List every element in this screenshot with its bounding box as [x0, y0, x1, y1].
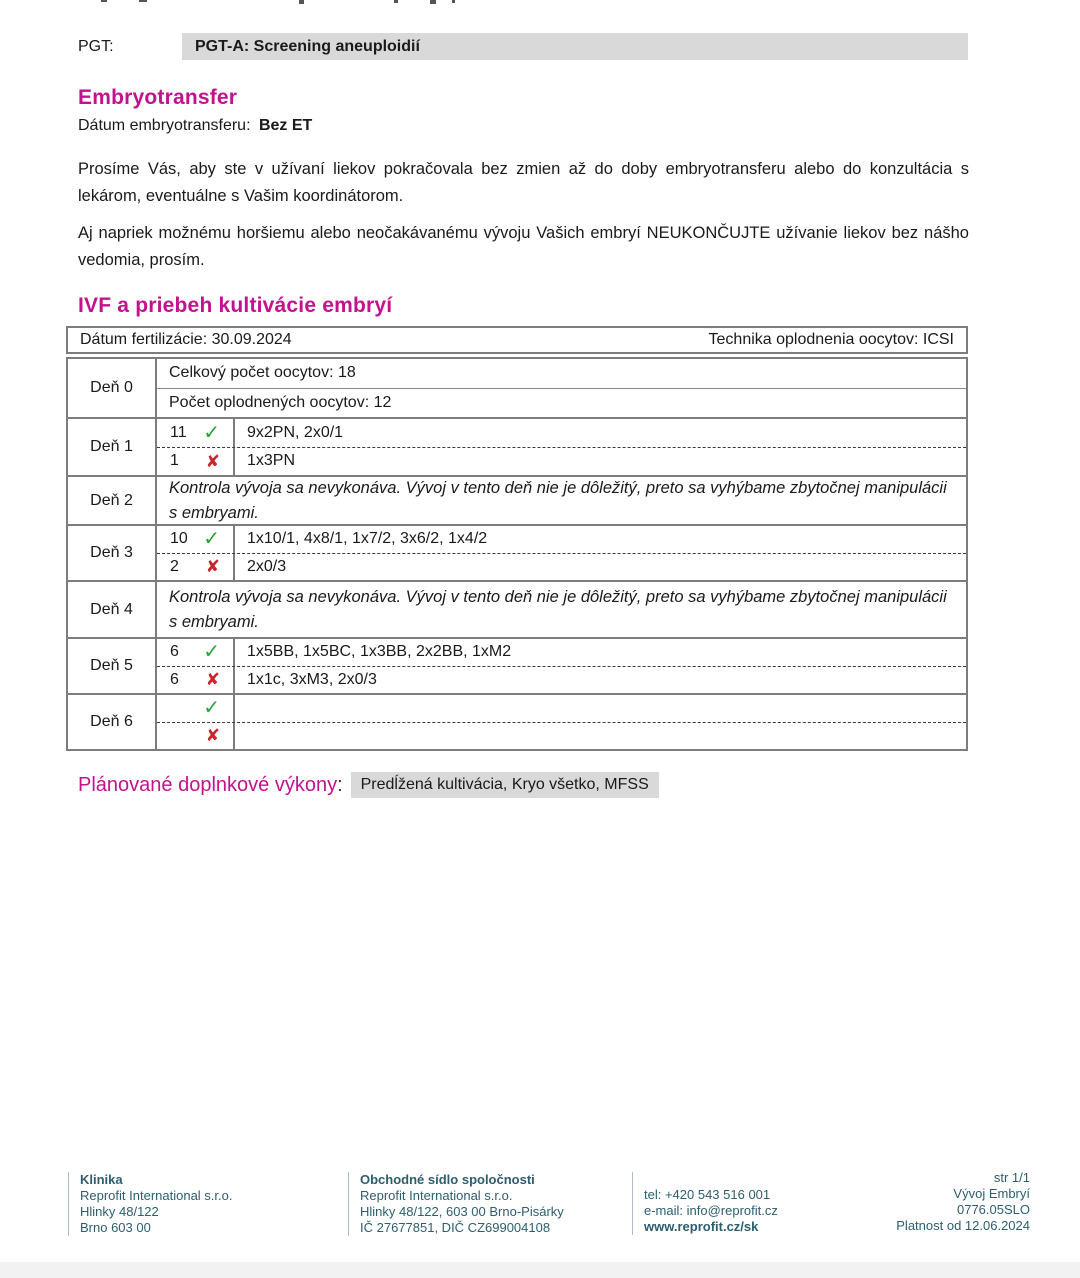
instruction-paragraph-2: Aj napriek možnému horšiemu alebo neočakávanému vývoju Vašich embryí NEUKONČUJTE užívanie liekov bez nášho vedomia, prosím. [78, 224, 969, 269]
footer-phone: tel: +420 543 516 001 [644, 1187, 771, 1202]
embryotransfer-heading: Embryotransfer [78, 86, 238, 109]
fail-detail: 1x3PN [247, 452, 296, 470]
page-footer [0, 1170, 1080, 1235]
clipped-text-remnant [299, 0, 304, 4]
day-label: Deň 4 [68, 582, 157, 637]
ivf-heading: IVF a priebeh kultivácie embryí [78, 294, 393, 317]
day0-fertilized-oocytes: Počet oplodnených oocytov: 12 [169, 393, 392, 411]
table-row-day0 [68, 359, 966, 417]
ok-count: 10 [170, 530, 188, 548]
ok-detail: 9x2PN, 2x0/1 [247, 423, 344, 441]
table-row-day1 [68, 417, 966, 475]
clipped-text-remnant [101, 0, 107, 2]
table-row-day2 [68, 475, 966, 524]
cross-icon: ✘ [205, 451, 220, 471]
no-check-note: Kontrola vývoja sa nevykonáva. Vývoj v tento deň nie je dôležitý, preto sa vyhýbame zbytočnej manipulácii s embryami. [169, 587, 947, 631]
footer-company-name: Reprofit International s.r.o. [360, 1188, 513, 1203]
ok-detail [235, 695, 966, 722]
fail-count: 6 [170, 670, 179, 688]
check-icon: ✓ [203, 421, 220, 444]
footer-doc-name: Vývoj Embryí [953, 1186, 1030, 1201]
embryotransfer-date-value: Bez ET [258, 117, 313, 134]
check-icon: ✓ [203, 528, 220, 551]
pgt-label: PGT: [78, 37, 114, 55]
clipped-text-remnant [139, 0, 147, 2]
footer-page-number: str 1/1 [993, 1170, 1030, 1185]
no-check-note: Kontrola vývoja sa nevykonáva. Vývoj v tento deň nie je dôležitý, preto sa vyhýbame zbytočnej manipulácii s embryami. [169, 478, 947, 522]
day-label: Deň 6 [68, 695, 157, 749]
day-label: Deň 5 [68, 639, 157, 693]
pgt-value-highlight [182, 33, 968, 60]
fail-detail: 2x0/3 [247, 557, 287, 575]
fertilization-technique: Technika oplodnenia oocytov: ICSI [708, 331, 954, 348]
pgt-row [78, 33, 968, 60]
ok-count: 6 [170, 643, 179, 661]
viewer-bottom-band [0, 1262, 1080, 1278]
day-label: Deň 1 [68, 419, 157, 475]
clipped-text-remnant [430, 0, 436, 4]
culture-table [66, 357, 968, 751]
footer-meta-block [896, 1170, 1030, 1234]
embryotransfer-date-label: Dátum embryotransferu: [78, 117, 251, 134]
planned-procedures-row [78, 772, 659, 798]
day-label: Deň 2 [68, 477, 157, 524]
check-icon: ✓ [203, 697, 220, 720]
day-label: Deň 0 [68, 359, 157, 417]
fail-count: 1 [170, 452, 179, 470]
table-row-day5 [68, 637, 966, 693]
footer-clinic-block [68, 1172, 232, 1236]
ok-count: 11 [170, 423, 187, 441]
cross-icon: ✘ [205, 557, 220, 577]
clipped-text-remnant [452, 0, 455, 3]
check-icon: ✓ [203, 641, 220, 664]
embryotransfer-date [78, 117, 312, 135]
footer-clinic-street: Hlinky 48/122 [80, 1204, 159, 1219]
footer-validity: Platnost od 12.06.2024 [896, 1218, 1030, 1233]
footer-company-ids: IČ 27677851, DIČ CZ699004108 [360, 1220, 551, 1235]
footer-contact-block [632, 1172, 778, 1235]
table-row-day4 [68, 580, 966, 637]
table-row-day3 [68, 524, 966, 580]
ok-detail: 1x10/1, 4x8/1, 1x7/2, 3x6/2, 1x4/2 [247, 530, 488, 548]
instruction-paragraph-1: Prosíme Vás, aby ste v užívaní liekov pokračovala bez zmien až do doby embryotransferu alebo do konzultácia s lekárom, eventuálne s Vašim koordinátorom. [78, 160, 969, 205]
pgt-value: PGT-A: Screening aneuploidií [195, 37, 420, 55]
clipped-text-remnant [394, 0, 398, 3]
footer-clinic-name: Reprofit International s.r.o. [80, 1188, 233, 1203]
table-header-row [66, 326, 968, 354]
table-row-day6 [68, 693, 966, 749]
cross-icon: ✘ [205, 670, 220, 690]
footer-clinic-title: Klinika [80, 1172, 123, 1187]
footer-clinic-city: Brno 603 00 [80, 1220, 151, 1235]
footer-company-address: Hlinky 48/122, 603 00 Brno-Pisárky [360, 1204, 564, 1219]
planned-procedures-label: Plánované doplnkové výkony [78, 773, 338, 796]
footer-company-title: Obchodné sídlo spoločnosti [360, 1172, 535, 1187]
fail-count: 2 [170, 557, 179, 575]
footer-doc-code: 0776.05SLO [956, 1202, 1030, 1217]
planned-procedures-value: Predĺžená kultivácia, Kryo všetko, MFSS [351, 772, 659, 798]
footer-website: www.reprofit.cz/sk [644, 1219, 759, 1234]
day0-total-oocytes: Celkový počet oocytov: 18 [169, 364, 356, 382]
fertilization-date: Dátum fertilizácie: 30.09.2024 [80, 331, 292, 348]
footer-company-block [348, 1172, 564, 1236]
planned-procedures-colon: : [337, 773, 343, 796]
fail-detail [235, 723, 966, 750]
cross-icon: ✘ [205, 726, 220, 746]
footer-email: e-mail: info@reprofit.cz [644, 1203, 778, 1218]
ok-detail: 1x5BB, 1x5BC, 1x3BB, 2x2BB, 1xM2 [247, 643, 512, 661]
fail-detail: 1x1c, 3xM3, 2x0/3 [247, 670, 377, 688]
day-label: Deň 3 [68, 526, 157, 580]
